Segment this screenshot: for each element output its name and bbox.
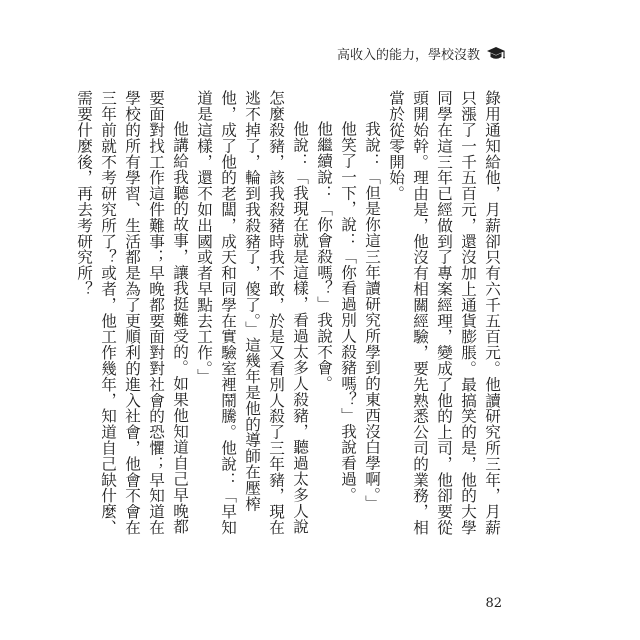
page-number: 82 — [485, 596, 502, 611]
paragraph-1: 錄用通知給他，月薪卻只有六千五百元。他讀研究所三年，月薪只漲了一千五百元，還沒加上通貨膨脹。最搞笑的是，他的大學同學在這三年已經做到了專案經理，變成了他的上司，他卻要從頭開始幹。理由是，他沒有相關經驗，要先熟悉公司的業務，相當於從零開始。 — [387, 90, 501, 536]
body-text — [75, 90, 504, 540]
paragraph-5: 他說：「我現在就是這樣，看過太多人殺豬，聽過太多人說怎麼殺豬，該我殺豬時我不敢，於是又看別人殺了三年豬，現在逃不掉了，輪到我殺豬了，傻了。」這幾年是他的導師在壓榨他，成了他的老闆，成天和同學在實驗室裡鬧騰。他說：「早知道是這樣，還不如出國或者早點去工作。」 — [195, 90, 309, 536]
running-header — [337, 44, 506, 63]
paragraph-2: 我說：「但是你這三年讀研究所學到的東西沒白學啊。」 — [363, 121, 381, 511]
paragraph-6: 他講給我聽的故事，讓我挺難受的。如果他知道自己早晚都要面對找工作這件難事；早晚都要面對對社會的恐懼；早知道在學校的所有學習、生活都是為了更順利的進入社會，他會不會在三年前就不考研究所了？或者，他工作幾年，知道自己缺什麼、需要什麼後，再去考研究所？ — [75, 90, 189, 536]
paragraph-3: 他笑了一下，說：「你看過別人殺豬嗎？」我說看過。 — [339, 121, 357, 503]
chapter-title: 高收入的能力，學校沒教 — [336, 48, 480, 63]
paragraph-4: 他繼續說：「你會殺嗎？」我說不會。 — [315, 121, 333, 392]
graduation-cap-icon — [486, 46, 506, 62]
